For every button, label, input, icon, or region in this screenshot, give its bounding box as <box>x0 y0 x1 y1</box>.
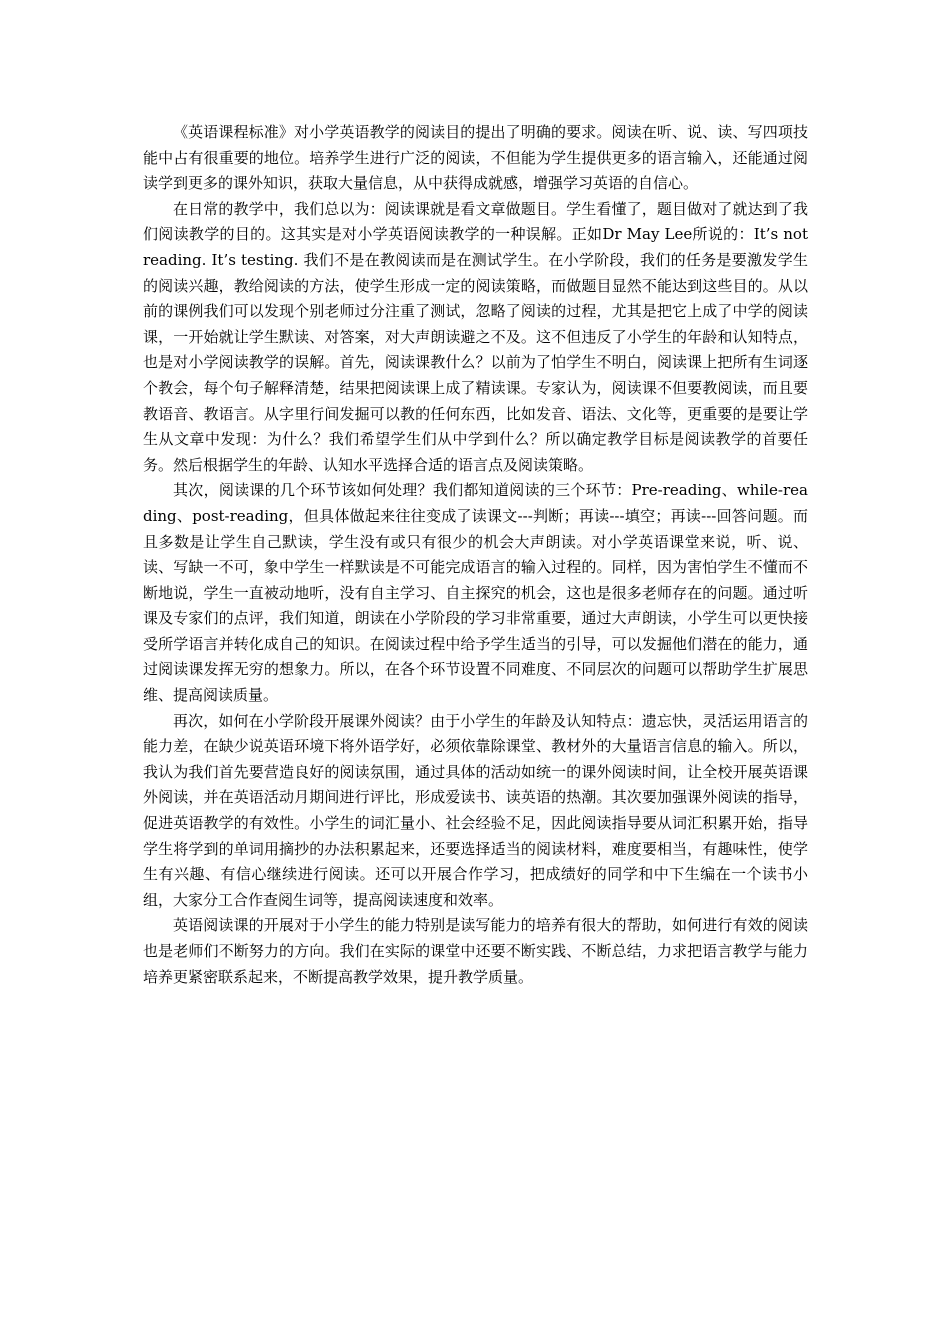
paragraph-2: 在日常的教学中，我们总以为：阅读课就是看文章做题目。学生看懂了，题目做对了就达到了我们阅读教学的目的。这其实是对小学英语阅读教学的一种误解。正如Dr May Lee所说的：It’s not reading. It’s testing. 我们不是在教阅读而是在测试学生。在小学阶段，我们的任务是要激发学生的阅读兴趣，教给阅读的方法，使学生形成一定的阅读策略，而做题目显然不能达到这些目的。从以前的课例我们可以发现个别老师过分注重了测试，忽略了阅读的过程，尤其是把它上成了中学的阅读课，一开始就让学生默读、对答案，对大声朗读避之不及。这不但违反了小学生的年龄和认知特点，也是对小学阅读教学的误解。首先，阅读课教什么？以前为了怕学生不明白，阅读课上把所有生词逐个教会，每个句子解释清楚，结果把阅读课上成了精读课。专家认为，阅读课不但要教阅读，而且要教语音、教语言。从字里行间发掘可以教的任何东西，比如发音、语法、文化等，更重要的是要让学生从文章中发现：为什么？我们希望学生们从中学到什么？所以确定教学目标是阅读教学的首要任务。然后根据学生的年龄、认知水平选择合适的语言点及阅读策略。 <box>143 199 808 474</box>
paragraph-4: 再次，如何在小学阶段开展课外阅读？由于小学生的年龄及认知特点：遗忘快，灵活运用语言的能力差，在缺少说英语环境下将外语学好，必须依靠除课堂、教材外的大量语言信息的输入。所以，我认为我们首先要营造良好的阅读氛围，通过具体的活动如统一的课外阅读时间，让全校开展英语课外阅读，并在英语活动月期间进行评比，形成爱读书、读英语的热潮。其次要加强课外阅读的指导，促进英语教学的有效性。小学生的词汇量小、社会经验不足，因此阅读指导要从词汇积累开始，指导学生将学到的单词用摘抄的办法积累起来，还要选择适当的阅读材料，难度要相当，有趣味性，使学生有兴趣、有信心继续进行阅读。还可以开展合作学习，把成绩好的同学和中下生编在一个读书小组，大家分工合作查阅生词等，提高阅读速度和效率。 <box>143 711 808 909</box>
paragraph-1: 《英语课程标准》对小学英语教学的阅读目的提出了明确的要求。阅读在听、说、读、写四项技能中占有很重要的地位。培养学生进行广泛的阅读，不但能为学生提供更多的语言输入，还能通过阅读学到更多的课外知识，获取大量信息，从中获得成就感，增强学习英语的自信心。 <box>143 123 808 193</box>
paragraph-5: 英语阅读课的开展对于小学生的能力特别是读写能力的培养有很大的帮助，如何进行有效的阅读也是老师们不断努力的方向。我们在实际的课堂中还要不断实践、不断总结，力求把语言教学与能力培养更紧密联系起来，不断提高教学效果，提升教学质量。 <box>143 916 808 986</box>
document-page <box>143 120 808 990</box>
paragraph-3: 其次，阅读课的几个环节该如何处理？我们都知道阅读的三个环节：Pre-reading、while-reading、post-reading，但具体做起来往往变成了读课文---判断；再读---填空；再读---回答问题。而且多数是让学生自己默读，学生没有或只有很少的机会大声朗读。对小学英语课堂来说，听、说、读、写缺一不可，象中学生一样默读是不可能完成语言的输入过程的。同样，因为害怕学生不懂而不断地说，学生一直被动地听，没有自主学习、自主探究的机会，这也是很多老师存在的问题。通过听课及专家们的点评，我们知道，朗读在小学阶段的学习非常重要，通过大声朗读，小学生可以更快接受所学语言并转化成自己的知识。在阅读过程中给予学生适当的引导，可以发掘他们潜在的能力，通过阅读课发挥无穷的想象力。所以，在各个环节设置不同难度、不同层次的问题可以帮助学生扩展思维、提高阅读质量。 <box>143 481 808 705</box>
